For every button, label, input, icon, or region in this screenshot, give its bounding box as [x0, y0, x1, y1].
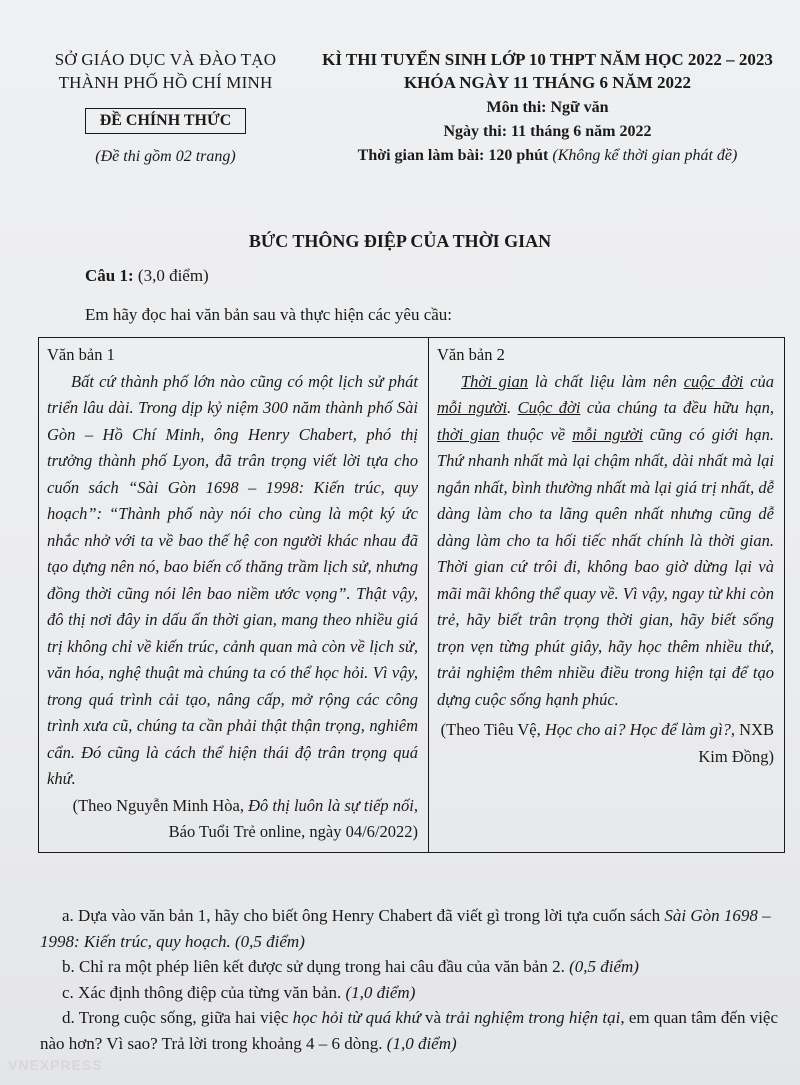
exam-time — [300, 144, 795, 168]
text-fragment: là chất liệu làm nên — [528, 371, 684, 391]
underlined-phrase: thời gian — [437, 424, 500, 444]
text-1-source-title: Đô thị luôn là sự tiếp nối — [248, 795, 414, 815]
text-1-source-suffix: , Báo Tuổi Trẻ online, ngày 04/6/2022) — [168, 795, 418, 841]
text-1-source — [47, 793, 418, 846]
question-d-text2: và — [420, 1008, 446, 1027]
text-2-heading: Văn bản 2 — [437, 345, 505, 364]
question-c — [40, 980, 785, 1006]
question-d — [40, 1005, 785, 1056]
question-a — [40, 903, 785, 954]
text-fragment: của — [743, 371, 775, 391]
header-left — [38, 48, 293, 166]
text-1-heading: Văn bản 1 — [47, 345, 115, 364]
reading-texts-table — [38, 337, 785, 853]
text-fragment: Thứ nhanh nhất mà lại chậm nhất, dài nhất mà lại ngắn nhất, bình thường nhất mà lại giá trị nhất, dễ dàng làm cho ta lãng quên nhất nhưng cũng dễ dàng làm cho ta hối tiếc nhất chính là thời gian. Thời gian cứ trôi đi, không bao giờ dừng lại và mãi mãi không thể quay về. Vì vậy, ngay từ khi còn trẻ, hãy biết trân trọng thời gian, hãy biết sống trọn vẹn từng phút giây, hãy học thêm nhiều thứ, trải nghiệm thêm nhiều điều trong hiện tại để tạo dựng cuộc sống hạnh phúc. — [437, 451, 774, 709]
questions — [40, 903, 785, 1056]
question-1-points: (3,0 điểm) — [137, 266, 209, 285]
question-d-emphasis-2: trải nghiệm trong hiện tại — [445, 1008, 621, 1027]
text-fragment: . — [507, 398, 518, 417]
question-d-text1: d. Trong cuộc sống, giữa hai việc — [62, 1008, 293, 1027]
exam-title: KÌ THI TUYỂN SINH LỚP 10 THPT NĂM HỌC 2022 – 2023 — [322, 50, 773, 69]
underlined-phrase: mỗi người — [572, 424, 643, 444]
text-2-source-prefix: (Theo Tiêu Vệ, — [440, 720, 545, 739]
text-fragment: cũng có giới hạn. — [642, 424, 775, 444]
text-1-source-prefix: (Theo Nguyễn Minh Hòa, — [72, 795, 249, 815]
question-b — [40, 954, 785, 980]
question-c-text: c. Xác định thông điệp của từng văn bản. — [62, 982, 342, 1002]
exam-session: KHÓA NGÀY 11 THÁNG 6 NĂM 2022 — [403, 73, 692, 92]
underlined-phrase: mỗi người — [437, 398, 508, 417]
pages-note: (Đề thi gồm 02 trang) — [95, 148, 236, 165]
question-a-text: a. Dựa vào văn bản 1, hãy cho biết ông Henry Chabert đã viết gì trong lời tựa cuốn sách — [62, 906, 661, 925]
exam-date: Ngày thi: 11 tháng 6 năm 2022 — [443, 123, 652, 140]
text-2-body — [437, 369, 774, 714]
section-title: BỨC THÔNG ĐIỆP CỦA THỜI GIAN — [248, 231, 552, 251]
question-d-emphasis-1: học hỏi từ quá khứ — [292, 1008, 421, 1027]
text-2-source-suffix: , NXB Kim Đồng) — [698, 720, 774, 766]
instructions: Em hãy đọc hai văn bản sau và thực hiện các yêu cầu: — [85, 305, 453, 324]
watermark: VNEXPRESS — [8, 1057, 103, 1073]
question-b-points: (0,5 điểm) — [564, 957, 639, 976]
text-fragment: thuộc về — [499, 424, 573, 444]
text-2-source-title: Học cho ai? Học để làm gì? — [544, 720, 731, 739]
question-d-text3: , em quan tâm đến việc nào hơn? Vì sao? Trả lời trong khoảng 4 – 6 dòng. — [40, 1008, 779, 1053]
underlined-phrase: cuộc đời — [683, 371, 744, 391]
text-fragment: của chúng ta đều hữu hạn, — [580, 398, 775, 417]
text-1-body: Bất cứ thành phố lớn nào cũng có một lịch sử phát triển lâu dài. Trong dịp kỷ niệm 300 năm thành phố Sài Gòn – Hồ Chí Minh, ông Henry Chabert, phó thị trưởng thành phố Lyon, đã trân trọng viết lời tựa cho cuốn sách “Sài Gòn 1698 – 1998: Kiến trúc, quy hoạch”: “Thành phố này nói cho cùng là một ký ức nhắc nhở với ta về bao thế hệ con người khác nhau đã tạo dựng nên nó, bao biến cố thăng trầm lịch sử, nhưng đồng thời cũng nói lên bao niềm ước vọng”. Thật vậy, đô thị nơi đây in dấu ấn thời gian, mang theo nhiều giá trị không chỉ về kiến trúc, cảnh quan mà còn về lịch sử, văn hóa, nghệ thuật mà chúng ta có thể học hỏi. Vì vậy, trong quá trình cải tạo, nâng cấp, mở rộng các công trình xưa cũ, chúng ta cần phải thật thận trọng, nghiêm cẩn. Đó cũng là cách thể hiện thái độ trân trọng quá khứ. — [47, 371, 418, 788]
text-1-cell — [39, 338, 429, 853]
question-c-points: (1,0 điểm) — [341, 982, 416, 1002]
question-a-points: (0,5 điểm) — [230, 931, 305, 951]
question-a-book: Sài Gòn 1698 – 1998: Kiến trúc, quy hoạch. — [40, 906, 771, 951]
time-label: Thời gian làm bài: 120 phút — [357, 147, 549, 164]
header-right — [300, 48, 795, 168]
department-name: SỞ GIÁO DỤC VÀ ĐÀO TẠO — [54, 50, 277, 69]
question-d-points: (1,0 điểm) — [382, 1033, 457, 1053]
underlined-phrase: Cuộc đời — [517, 398, 581, 417]
text-2-source — [437, 717, 774, 770]
exam-subject: Môn thi: Ngữ văn — [486, 99, 609, 116]
city-name: THÀNH PHỐ HỒ CHÍ MINH — [58, 73, 273, 92]
text-2-cell — [429, 338, 785, 853]
question-1-heading — [85, 266, 209, 286]
underlined-phrase: Thời gian — [461, 371, 529, 391]
question-1-label: Câu 1: — [85, 266, 134, 285]
official-badge: ĐỀ CHÍNH THỨC — [85, 108, 247, 134]
time-note: (Không kể thời gian phát đề) — [552, 147, 738, 164]
question-b-text: b. Chỉ ra một phép liên kết được sử dụng trong hai câu đầu của văn bản 2. — [62, 957, 565, 976]
